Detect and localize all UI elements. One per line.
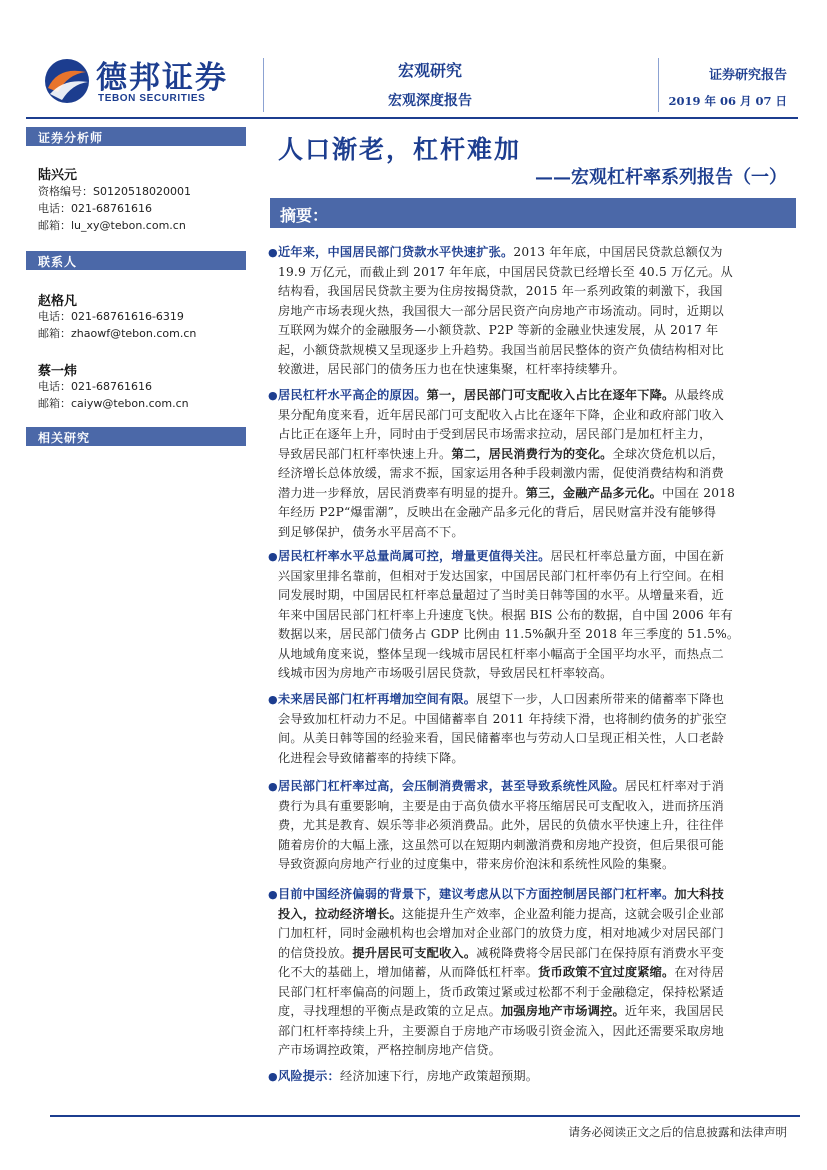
text-line: 未来居民部门杠杆再增加空间有限。展望下一步，人口因素所带来的储蓄率下降也 [278, 692, 724, 706]
analyst-license: 资格编号：S0120518020001 [38, 185, 191, 198]
text-line: 费，尤其是教育、娱乐等非必须消费品。此外，居民的负债水平快速上升，往往伴 [278, 818, 724, 832]
text-line: 年来中国居民部门杠杆率上升速度飞快。根据 BIS 公布的数据，自中国 2006 年有 [278, 607, 733, 622]
text-line: 间。从美日韩等国的经验来看，国民储蓄率也与劳动人口呈现正相关性，人口老龄 [278, 731, 724, 745]
logo-chinese-name: 德邦证券 [96, 60, 228, 96]
text-line: 到足够保护，债务水平居高不下。 [278, 524, 464, 539]
text-line: 居民杠杆水平高企的原因。第一，居民部门可支配收入占比在逐年下降。从最终成 [278, 388, 724, 402]
report-subcategory: 宏观深度报告 [388, 93, 472, 109]
abstract-header: 摘要： [270, 198, 796, 228]
report-subtitle: ——宏观杠杆率系列报告（一） [535, 167, 787, 188]
text-line: 投入，拉动经济增长。这能提升生产效率，企业盈利能力提高，这就会吸引企业部 [278, 906, 724, 921]
text-line: 数据以来，居民部门债务占 GDP 比例由 11.5%飙升至 2018 年三季度的 51.5%。 [278, 627, 740, 641]
contact-name: 赵格凡 [38, 294, 78, 309]
bullet-icon: ● [268, 389, 278, 402]
report-date: 2019 年 06 月 07 日 [668, 94, 787, 108]
report-title: 人口渐老，杠杆难加 [278, 135, 522, 164]
contacts-section-header: 联系人 [26, 251, 246, 270]
report-category: 宏观研究 [397, 61, 462, 80]
tebon-logo-icon [44, 58, 90, 104]
text-line: 从地域角度来说，整体呈现一线城市居民杠杆率小幅高于全国平均水平，而热点二 [278, 646, 724, 661]
bullet-icon: ● [268, 550, 278, 563]
text-line: 结构看，我国居民贷款主要为住房按揭贷款，2015 年一系列政策的刺激下，我国 [278, 284, 723, 298]
text-line: 民部门杠杆率偏高的问题上，货币政策过紧或过松都不利于金融稳定，保持松紧适 [278, 984, 724, 999]
abstract-paragraph [268, 547, 788, 684]
bullet-icon: ● [268, 780, 278, 793]
text-line: 同发展时期，中国居民杠杆率总量超过了当时美日韩等国的水平。从增量来看，近 [278, 588, 724, 602]
abstract-paragraph [268, 777, 788, 875]
text-line: 较激进，居民部门的债务压力也在快速集聚，杠杆率持续攀升。 [278, 362, 625, 376]
analyst-phone: 电话：021-68761616 [38, 202, 152, 215]
contact-phone: 电话：021-68761616 [38, 380, 152, 393]
contact-phone: 电话：021-68761616-6319 [38, 310, 184, 323]
text-line: 占比正在逐年上升，同时由于受到居民市场需求拉动，居民部门是加杠杆主力， [278, 427, 712, 441]
header-rule [26, 117, 798, 119]
text-line: 19.9 万亿元，而截止到 2017 年年底，中国居民贷款已经增长至 40.5 万亿元。从 [278, 264, 733, 279]
text-line: 兴国家里排名靠前，但相对于发达国家，中国居民部门杠杆率仍有上行空间。在相 [278, 568, 724, 583]
text-line: 度，寻找理想的平衡点是政策的立足点。加强房地产市场调控。近年来，我国居民 [278, 1004, 724, 1018]
risk-warning [268, 1067, 788, 1087]
text-line: 居民杠杆率水平总量尚属可控，增量更值得关注。居民杠杆率总量方面，中国在新 [278, 549, 724, 563]
bullet-icon: ● [268, 693, 278, 706]
text-line: 互联网为媒介的金融服务—小额贷款、P2P 等新的金融业快速发展，从 2017 年 [278, 323, 719, 337]
text-line: 化进程会导致储蓄率的持续下降。 [278, 750, 464, 765]
text-line: 随着房价的大幅上涨，这虽然可以在短期内刺激消费和房地产投资，但后果很可能 [278, 837, 724, 852]
abstract-paragraph [268, 386, 788, 542]
analyst-section-header: 证券分析师 [26, 127, 246, 146]
text-line: 费行为具有重要影响，主要是由于高负债水平将压缩居民可支配收入，进而挤压消 [278, 798, 724, 813]
contact-name: 蔡一炜 [38, 364, 78, 379]
contact-email[interactable]: 邮箱：zhaowf@tebon.com.cn [38, 327, 197, 340]
text-line: 导致资源向房地产行业的过度集中，带来房价泡沫和系统性风险的集聚。 [278, 857, 675, 871]
analyst-name: 陆兴元 [38, 168, 78, 183]
text-line: 经济增长总体放缓，需求不振，国家运用各种手段刺激内需，促使消费结构和消费 [278, 466, 724, 480]
text-line: 起，小额贷款规模又呈现逐步上升趋势。我国当前居民整体的资产负债结构相对比 [278, 342, 724, 357]
text-line: 潜力进一步释放，居民消费率有明显的提升。第三，金融产品多元化。中国在 2018 [278, 485, 736, 500]
logo-english-name: TEBON SECURITIES [98, 93, 206, 104]
text-line: 导致居民部门杠杆率快速上升。第二，居民消费行为的变化。全球次贷危机以后， [278, 446, 724, 461]
related-research-header: 相关研究 [26, 427, 246, 446]
bullet-icon: ● [268, 888, 278, 901]
text-line: 的信贷投放。提升居民可支配收入。减税降费将令居民部门在保持原有消费水平变 [278, 945, 724, 960]
abstract-paragraph [268, 885, 788, 1061]
header-divider [658, 58, 659, 112]
legal-disclaimer[interactable]: 请务必阅读正文之后的信息披露和法律声明 [568, 1125, 787, 1139]
abstract-paragraph [268, 243, 788, 380]
header-divider [263, 58, 264, 112]
text-line: 居民部门杠杆率过高，会压制消费需求，甚至导致系统性风险。居民杠杆率对于消 [278, 779, 724, 793]
text-line: 年经历 P2P“爆雷潮”，反映出在金融产品多元化的背后，居民财富并没有能够得 [278, 505, 717, 519]
text-line: 会导致加杠杆动力不足。中国储蓄率自 2011 年持续下滑，也将制约债务的扩张空 [278, 711, 727, 726]
bullet-icon: ● [268, 246, 278, 259]
text-line: 近年来，中国居民部门贷款水平快速扩张。2013 年年底，中国居民贷款总额仅为 [278, 245, 723, 259]
abstract-paragraph [268, 690, 788, 768]
text-line: 产市场调控政策，严格控制房地产信贷。 [278, 1043, 501, 1057]
contact-email[interactable]: 邮箱：caiyw@tebon.com.cn [38, 397, 189, 410]
text-line: 化不大的基础上，增加储蓄，从而降低杠杆率。货币政策不宜过度紧缩。在对待居 [278, 965, 724, 979]
footer-rule [50, 1115, 800, 1117]
text-line: 线城市因为房地产市场吸引居民贷款，导致居民杠杆率较高。 [278, 666, 613, 680]
report-header [0, 0, 827, 120]
text-line: 果分配角度来看，近年居民部门可支配收入占比在逐年下降，企业和政府部门收入 [278, 407, 724, 422]
analyst-email[interactable]: 邮箱：lu_xy@tebon.com.cn [38, 219, 186, 232]
report-type: 证券研究报告 [708, 68, 787, 83]
bullet-icon: ● [268, 1070, 278, 1083]
text-line: 房地产市场表现火热，我国很大一部分居民资产向房地产市场流动。同时，近期以 [278, 303, 724, 318]
text-line: 部门杠杆率持续上升，主要源自于房地产市场吸引资金流入，因此还需要采取房地 [278, 1023, 724, 1038]
text-line: 风险提示：经济加速下行，房地产政策超预期。 [278, 1069, 539, 1083]
text-line: 门加杠杆，同时金融机构也会增加对企业部门的放贷力度，相对地减少对居民部门 [278, 926, 724, 940]
text-line: 目前中国经济偏弱的背景下，建议考虑从以下方面控制居民部门杠杆率。加大科技 [278, 887, 724, 901]
